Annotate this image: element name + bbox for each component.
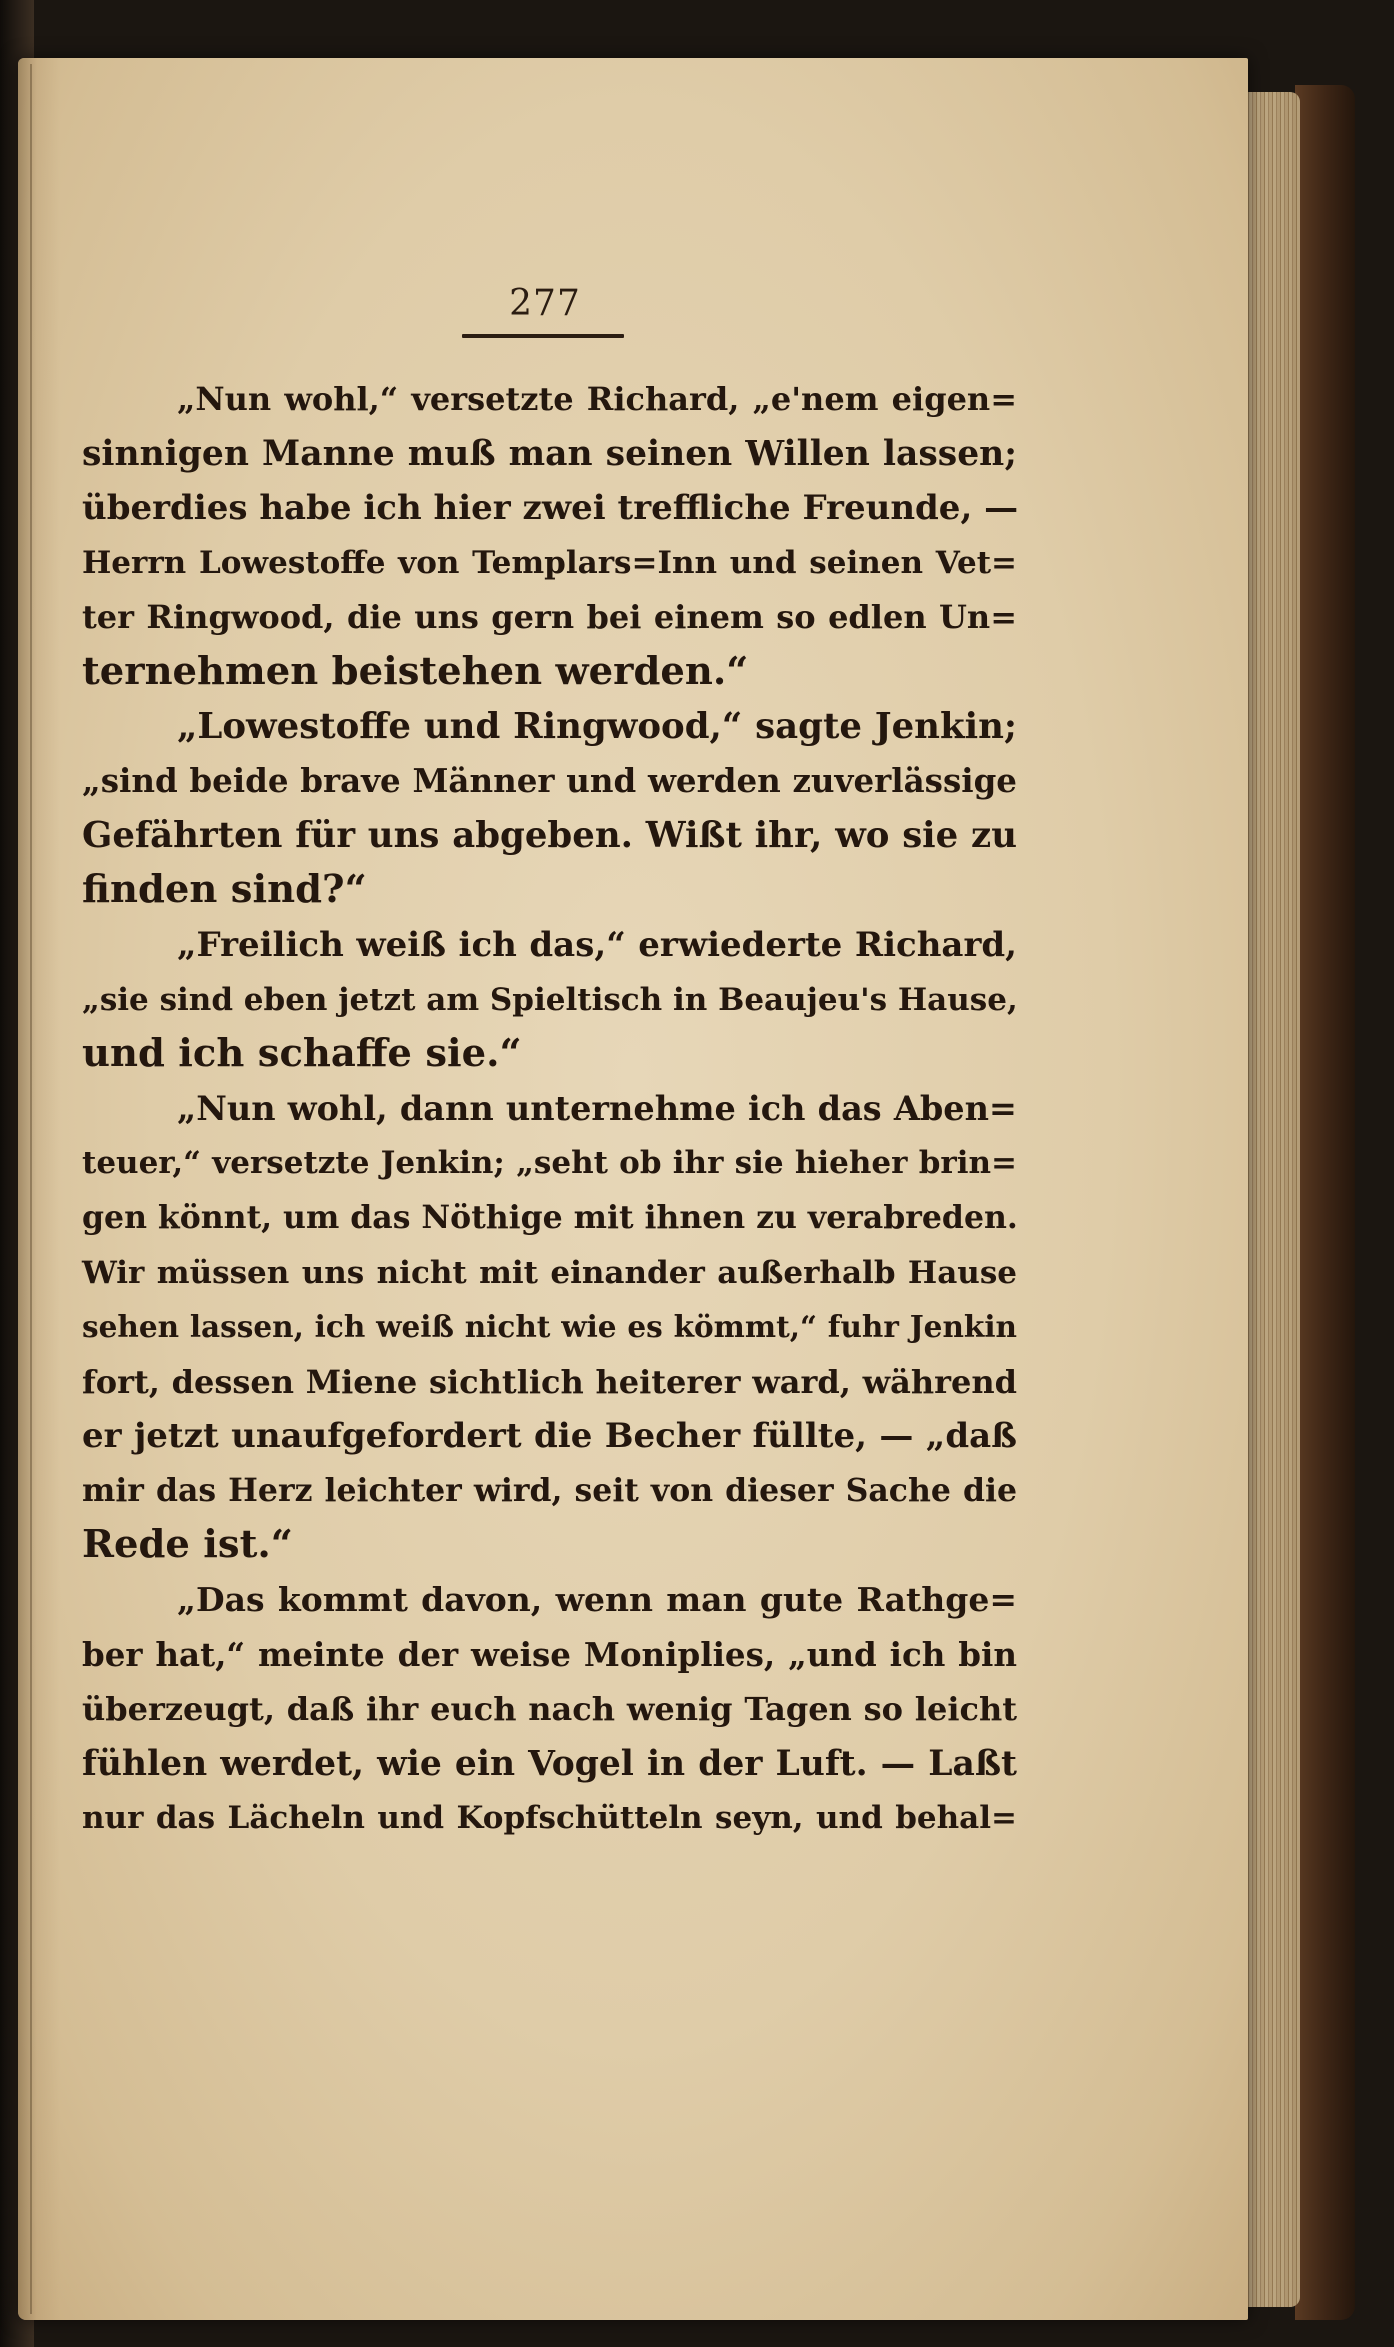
text-line: sehen lassen, ich weiß nicht wie es kömmt,“ fuhr Jenkin xyxy=(82,1309,1017,1345)
text-line: finden sind?“ xyxy=(82,867,367,913)
text-line: „sie sind eben jetzt am Spieltisch in Beaujeu's Hause, xyxy=(82,981,1018,1018)
text-line: gen könnt, um das Nöthige mit ihnen zu verabreden. xyxy=(82,1198,1018,1236)
text-line: „Lowestoffe und Ringwood,“ sagte Jenkin; xyxy=(177,705,1017,747)
text-line: „sind beide brave Männer und werden zuverlässige xyxy=(82,761,1017,801)
gutter-line xyxy=(30,64,32,2314)
text-line: „Nun wohl, dann unternehme ich das Aben= xyxy=(177,1088,1017,1128)
text-line: überzeugt, daß ihr euch nach wenig Tagen so leicht xyxy=(82,1690,1017,1729)
page-number-rule xyxy=(462,334,624,338)
text-line: überdies habe ich hier zwei treffliche Freunde, — xyxy=(82,488,1019,529)
text-line: Rede ist.“ xyxy=(82,1522,293,1568)
text-line: „Freilich weiß ich das,“ erwiederte Richard, xyxy=(177,924,1017,965)
page-number: 277 xyxy=(509,283,581,324)
body-text xyxy=(82,372,1017,1846)
text-line: „Nun wohl,“ versetzte Richard, „e'nem eigen= xyxy=(177,380,1017,418)
text-line: Herrn Lowestoffe von Templars=Inn und seinen Vet= xyxy=(82,544,1017,581)
text-line: er jetzt unaufgefordert die Becher füllte, — „daß xyxy=(82,1416,1017,1457)
text-line: ter Ringwood, die uns gern bei einem so edlen Un= xyxy=(82,598,1017,637)
text-line: Gefährten für uns abgeben. Wißt ihr, wo sie zu xyxy=(82,814,1017,856)
book-cover-right xyxy=(1295,85,1355,2320)
text-line: und ich schaffe sie.“ xyxy=(82,1031,522,1077)
text-line: fort, dessen Miene sichtlich heiterer ward, während xyxy=(82,1362,1017,1401)
text-line: „Das kommt davon, wenn man gute Rathge= xyxy=(177,1580,1017,1620)
text-line: teuer,“ versetzte Jenkin; „seht ob ihr sie hieher brin= xyxy=(82,1145,1017,1182)
text-line: mir das Herz leichter wird, seit von dieser Sache die xyxy=(82,1471,1017,1509)
text-line: nur das Lächeln und Kopfschütteln seyn, und behal= xyxy=(82,1800,1017,1837)
text-line: Wir müssen uns nicht mit einander außerhalb Hause xyxy=(82,1254,1017,1291)
text-line: sinnigen Manne muß man seinen Willen lassen; xyxy=(82,433,1017,474)
text-line: fühlen werdet, wie ein Vogel in der Luft. — Laßt xyxy=(82,1743,1017,1784)
text-line: ternehmen beistehen werden.“ xyxy=(82,648,749,694)
gutter-shadow xyxy=(18,58,60,2320)
text-line: ber hat,“ meinte der weise Moniplies, „und ich bin xyxy=(82,1634,1017,1674)
